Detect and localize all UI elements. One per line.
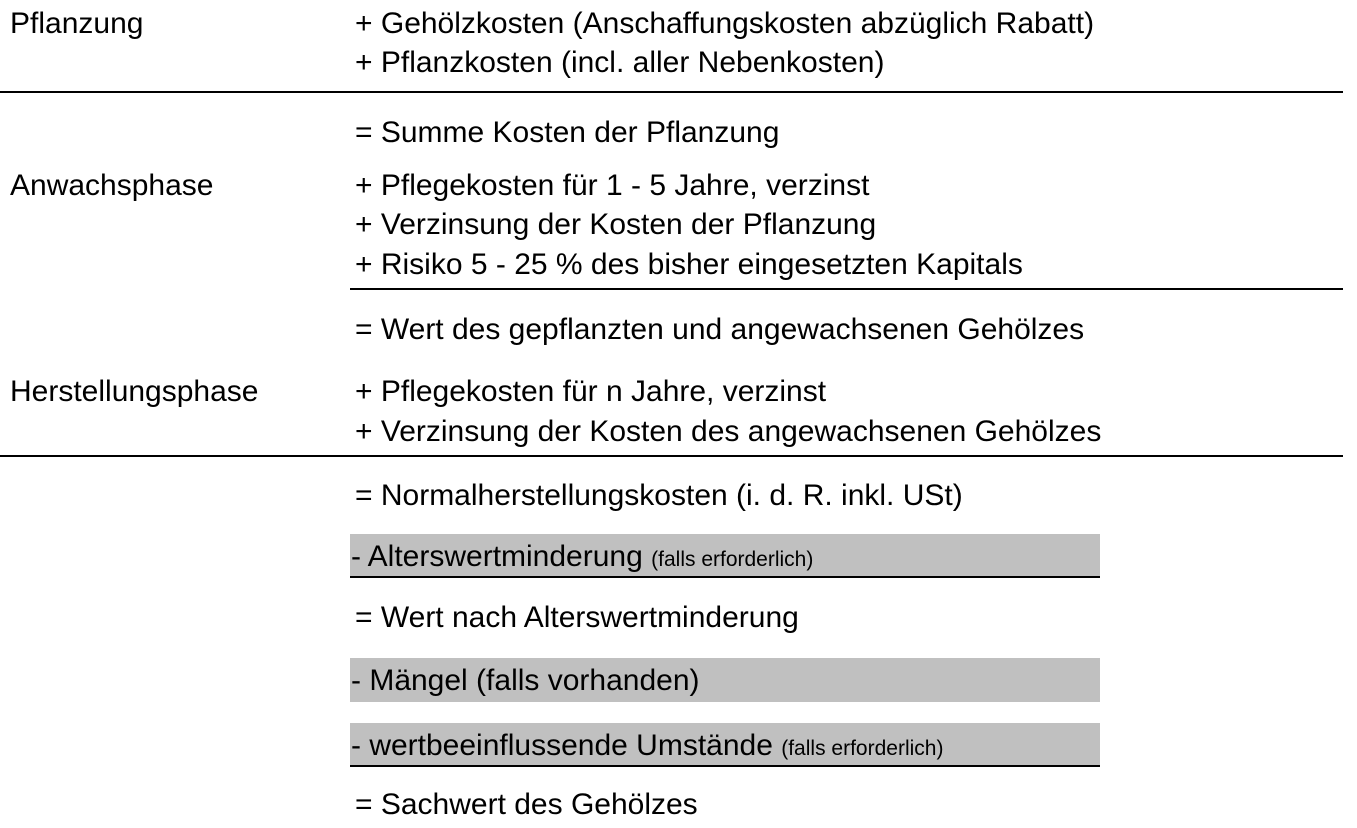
line-verzinsung-pflanzung: + Verzinsung der Kosten der Pflanzung [355, 208, 877, 241]
label-anwachsphase: Anwachsphase [10, 169, 214, 202]
line-verzinsung-angewachsen: + Verzinsung der Kosten des angewachsenen Gehölzes [355, 415, 1102, 448]
line-alterswertminderung [351, 539, 813, 578]
line-risiko: + Risiko 5 - 25 % des bisher eingesetzten Kapitals [355, 248, 1023, 281]
line-pflegekosten-1-5: + Pflegekosten für 1 - 5 Jahre, verzinst [355, 169, 870, 202]
line-gehoelzkosten: + Gehölzkosten (Anschaffungskosten abzüglich Rabatt) [355, 7, 1095, 40]
line-umstaende [351, 728, 943, 767]
line-summe-pflanzung: = Summe Kosten der Pflanzung [355, 116, 780, 149]
line-maengel: - Mängel (falls vorhanden) [351, 664, 700, 697]
divider-3 [0, 455, 1343, 457]
alterswertminderung-note: (falls erforderlich) [651, 548, 814, 571]
umstaende-note: (falls erforderlich) [781, 737, 944, 760]
alterswertminderung-main: - Alterswertminderung [351, 540, 643, 573]
line-sachwert: = Sachwert des Gehölzes [355, 788, 698, 821]
umstaende-main: - wertbeeinflussende Umstände [351, 729, 773, 762]
line-pflanzkosten: + Pflanzkosten (incl. aller Nebenkosten) [355, 46, 885, 79]
divider-2 [350, 288, 1343, 290]
label-herstellungsphase: Herstellungsphase [10, 375, 259, 408]
label-pflanzung: Pflanzung [10, 7, 144, 40]
line-pflegekosten-n: + Pflegekosten für n Jahre, verzinst [355, 375, 827, 408]
line-wert-nach-awm: = Wert nach Alterswertminderung [355, 601, 799, 634]
divider-1 [0, 91, 1343, 93]
line-wert-angewachsen: = Wert des gepflanzten und angewachsenen Gehölzes [355, 313, 1085, 346]
line-normalherstellungskosten: = Normalherstellungskosten (i. d. R. inkl. USt) [355, 479, 963, 512]
